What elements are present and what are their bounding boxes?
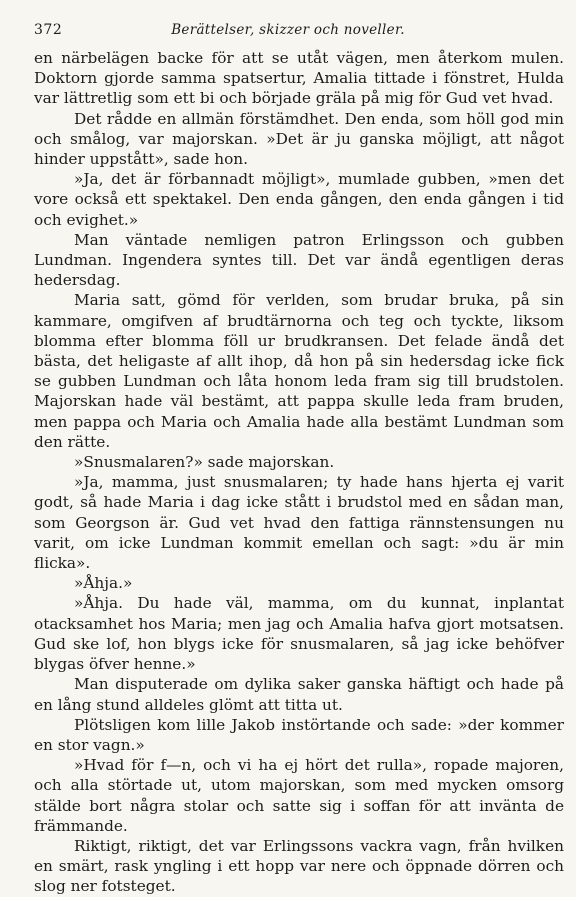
paragraph: en närbelägen backe för att se utåt vägen, men återkom mulen. Doktorn gjorde samma spatsertur, Amalia tittade i fönstret, Hulda var lättretlig som ett bi och började gräla på mig för Gud vet hvad. (34, 49, 564, 108)
paragraph: Det rådde en allmän förstämdhet. Den enda, som höll god min och smålog, var majorskan. »Det är ju ganska möjligt, att något hinder uppstått», sade hon. (34, 109, 564, 169)
body-text (34, 48, 564, 897)
page-number: 372 (34, 22, 63, 38)
paragraph: »Ja, det är förbannadt möjligt», mumlade gubben, »men det vore också ett spektakel. Den enda gången, den enda gången i tid och evighet.» (34, 170, 564, 229)
paragraph: Man disputerade om dylika saker ganska häftigt och hade på en lång stund alldeles glömt att titta ut. (34, 675, 564, 714)
paragraph: »Åhja. Du hade väl, mamma, om du kunnat, inplantat otacksamhet hos Maria; men jag och Amalia hafva gjort motsatsen. Gud ske lof, hon blygs icke för snusmalaren, så jag icke behöfver blygas öfver henne.» (34, 594, 564, 674)
paragraph: »Ja, mamma, just snusmalaren; ty hade hans hjerta ej varit godt, så hade Maria i dag icke stått i brudstol med en sådan man, som Georgson är. Gud vet hvad den fattiga rännstensungen nu varit, om icke Lundman kommit emellan och sagt: »du är min flicka». (34, 473, 564, 573)
paragraph: Man väntade nemligen patron Erlingsson och gubben Lundman. Ingendera syntes till. Det var ändå egentligen deras hedersdag. (34, 230, 564, 290)
paragraph: »Hvad för f—n, och vi ha ej hört det rulla», ropade majoren, och alla störtade ut, utom majorskan, som med mycken omsorg stälde bort några stolar och satte sig i soffan för att invänta de främmande. (34, 756, 564, 835)
paragraph: Maria satt, gömd för verlden, som brudar bruka, på sin kammare, omgifven af brudtärnorna och teg och tyckte, liksom blomma efter blomma föll ur brudkransen. Det felade ändå det bästa, det heligaste af allt ihop, då hon på sin hedersdag icke fick se gubben Lundman och låta honom leda fram sig till brudstolen. Majorskan hade väl bestämt, att pappa skulle leda fram bruden, men pappa och Maria och Amalia hade alla bestämt Lundman som den rätte. (34, 291, 564, 451)
running-title: Berättelser, skizzer och noveller. (171, 22, 405, 38)
paragraph: »Snusmalaren?» sade majorskan. (74, 453, 335, 472)
paragraph: »Åhja.» (74, 574, 133, 593)
paragraph: Plötsligen kom lille Jakob instörtande och sade: »der kommer en stor vagn.» (34, 715, 564, 754)
paragraph: Riktigt, riktigt, det var Erlingssons vackra vagn, från hvilken en smärt, rask yngling i ett hopp var nere och öppnade dörren och slog ner fotsteget. (34, 836, 564, 896)
